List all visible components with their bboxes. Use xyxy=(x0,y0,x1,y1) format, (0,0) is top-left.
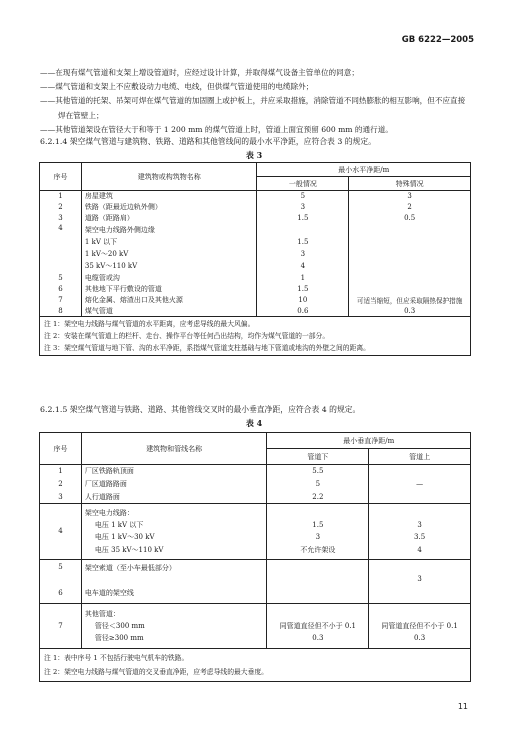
header-name: 建筑物或构筑物名称 xyxy=(81,163,257,191)
table-note: 注 1：架空电力线路与煤气管道的水平距离，应考虑导线的最大风偏。 xyxy=(44,319,255,328)
table-cell xyxy=(267,603,369,649)
table-cell: 3 xyxy=(40,213,82,224)
cell-line: 3 xyxy=(417,521,422,530)
table-cell: 8 xyxy=(40,305,82,316)
cell-line: 4 xyxy=(417,545,422,554)
cell-line: 电压 1 kV 以下 xyxy=(94,521,144,530)
table-note: 注 3：架空煤气管道与地下管、沟的水平净距，系指煤气管道支柱基础与地下管道或地沟的外壁之间的距离。 xyxy=(44,343,370,352)
cell-line xyxy=(372,608,467,620)
table-cell: 2 xyxy=(40,202,82,213)
table-cell: 2 xyxy=(40,478,82,491)
table-cell: 煤气管道 xyxy=(81,305,257,316)
table-cell: 5 xyxy=(267,478,369,491)
table-cell: 2.2 xyxy=(267,491,369,504)
header-group: 最小垂直净距/m xyxy=(267,433,471,449)
table-cell: 0.5 xyxy=(349,213,471,224)
cell-line: 1.5 xyxy=(312,521,324,530)
table-4 xyxy=(39,432,471,682)
table-cell: 厂区道路路面 xyxy=(81,478,267,491)
table-note: 注 1：表中序号 1 不包括行驶电气机车的铁路。 xyxy=(44,654,189,663)
table-cell: 可适当缩短，但应采取隔热保护措施 xyxy=(349,294,471,305)
table-cell: 其他地下平行敷设的管道 xyxy=(81,283,257,294)
table-cell: 4 xyxy=(40,504,82,560)
table-cell xyxy=(349,283,471,294)
table-cell: 5.5 xyxy=(267,465,369,478)
standard-code: GB 6222—2005 xyxy=(401,35,474,45)
header-group: 最小水平净距/m xyxy=(257,163,471,177)
table-cell: 3 xyxy=(369,559,471,583)
table-cell: 1 xyxy=(40,191,82,202)
cell-line: 3.5 xyxy=(414,533,426,542)
table-cell: 架空索道（至小车最低部分） xyxy=(81,559,267,583)
cell-line: 35 kV～110 kV xyxy=(84,262,138,271)
cell-line: 1.5 xyxy=(297,237,309,246)
bullet-item: ——其他管道的托架、吊架可焊在煤气管道的加固圈上或护板上，并应采取措施，消除管道不同热膨胀的相互影响，但不应直接焊在管壁上； xyxy=(40,96,466,120)
cell-line: 3 xyxy=(300,249,306,258)
header-above: 管道上 xyxy=(369,449,471,465)
table-cell: 道路（距路肩） xyxy=(81,213,257,224)
bullet-item: ——煤气管道和支架上不应敷设动力电缆、电线，但供煤气管道使用的电缆除外； xyxy=(40,82,314,92)
table-cell: 熔化金属、熔渣出口及其他火源 xyxy=(81,294,257,305)
table-cell xyxy=(81,504,267,560)
table-cell: 厂区铁路轨顶面 xyxy=(81,465,267,478)
table-4-notes xyxy=(40,649,471,682)
table-cell: 6 xyxy=(40,583,82,603)
cell-line: 管径＜300 mm xyxy=(94,622,145,631)
table-cell xyxy=(81,224,257,273)
table-cell: 0.6 xyxy=(257,305,349,316)
header-special: 特殊情况 xyxy=(349,177,471,191)
table-cell xyxy=(369,583,471,603)
table-cell: 3 xyxy=(257,202,349,213)
cell-line: 管径≥300 mm xyxy=(94,634,144,643)
cell-line: 不允许架设 xyxy=(300,545,336,554)
header-no: 序号 xyxy=(40,163,82,191)
table-cell: 电车道的架空线 xyxy=(81,583,267,603)
clause-6-2-1-4: 6.2.1.4 架空煤气管道与建筑物、铁路、道路和其他管线间的最小水平净距，应符合表 3 的规定。 xyxy=(40,137,376,146)
table-note: 注 2：安装在煤气管道上的栏杆、走台、操作平台等任何凸出结构，均作为煤气管道的一部分。 xyxy=(44,331,330,340)
table-cell: 5 xyxy=(40,559,82,583)
cell-line: 4 xyxy=(300,262,306,271)
table-cell: 7 xyxy=(40,603,82,649)
header-normal: 一般情况 xyxy=(257,177,349,191)
table-cell: — xyxy=(369,465,471,504)
table-cell: 3 xyxy=(349,191,471,202)
table-note: 注 2：架空电力线路与煤气管道的交叉垂直净距，应考虑导线的最大垂度。 xyxy=(44,668,268,677)
cell-line: 同管道直径但不小于 0.1 xyxy=(381,622,458,631)
table-cell xyxy=(349,224,471,273)
table-cell xyxy=(81,603,267,649)
table-cell: 电缆管或沟 xyxy=(81,272,257,283)
bullet-list xyxy=(40,66,472,137)
cell-line: 其他管道： xyxy=(84,609,120,618)
table-4-title: 表 4 xyxy=(245,418,263,428)
cell-line: 电压 1 kV～30 kV xyxy=(94,533,155,542)
bullet-item: ——其他管道架设在管径大于和等于 1 200 mm 的煤气管道上时，管道上面宜预留 600 mm 的通行道。 xyxy=(40,124,393,134)
table-cell xyxy=(267,559,369,603)
table-3-notes xyxy=(40,316,471,355)
table-3-title: 表 3 xyxy=(245,150,263,160)
table-cell: 6 xyxy=(40,283,82,294)
header-below: 管道下 xyxy=(267,449,369,465)
cell-line: 同管道直径但不小于 0.1 xyxy=(279,622,357,631)
header-no: 序号 xyxy=(40,433,82,465)
table-cell: 5 xyxy=(257,191,349,202)
cell-line xyxy=(270,608,365,620)
table-cell xyxy=(257,224,349,273)
bullet-item: ——在现有煤气管道和支架上增设管道时，应经过设计计算，并取得煤气设备主管单位的同意； xyxy=(40,68,359,77)
cell-line: 3 xyxy=(315,533,321,542)
cell-line xyxy=(260,224,345,236)
cell-line xyxy=(270,507,365,519)
table-cell: 房屋建筑 xyxy=(81,191,257,202)
table-cell: 5 xyxy=(40,272,82,283)
table-cell: 3 xyxy=(40,491,82,504)
table-cell: 0.3 xyxy=(349,305,471,316)
cell-line: 架空电力线路外侧边缘 xyxy=(84,225,155,234)
table-3 xyxy=(39,162,471,356)
table-cell xyxy=(267,504,369,560)
table-cell: 1 xyxy=(40,465,82,478)
clause-6-2-1-5: 6.2.1.5 架空煤气管道与铁路、道路、其他管线交叉时的最小垂直净距，应符合表 4 的规定。 xyxy=(40,405,361,414)
table-cell: 铁路（距最近边轨外侧） xyxy=(81,202,257,213)
table-cell: 10 xyxy=(257,294,349,305)
table-cell xyxy=(369,504,471,560)
table-cell: 7 xyxy=(40,294,82,305)
cell-line: 0.3 xyxy=(414,634,426,643)
cell-line: 1 kV 以下 xyxy=(84,237,118,246)
table-cell: 1 xyxy=(257,272,349,283)
table-cell: 4 xyxy=(40,224,82,273)
table-cell: 2 xyxy=(349,202,471,213)
cell-line: 1 kV～20 kV xyxy=(84,249,129,258)
page-number: 11 xyxy=(457,702,468,711)
table-cell xyxy=(369,603,471,649)
cell-line xyxy=(372,507,467,519)
cell-line: 0.3 xyxy=(312,634,324,643)
table-cell: 人行道路面 xyxy=(81,491,267,504)
table-cell: 1.5 xyxy=(257,283,349,294)
table-cell: 1.5 xyxy=(257,213,349,224)
cell-line: 电压 35 kV～110 kV xyxy=(94,545,164,554)
header-name: 建筑物和管线名称 xyxy=(81,433,267,465)
table-cell xyxy=(349,272,471,283)
cell-line: 架空电力线路： xyxy=(84,509,134,517)
